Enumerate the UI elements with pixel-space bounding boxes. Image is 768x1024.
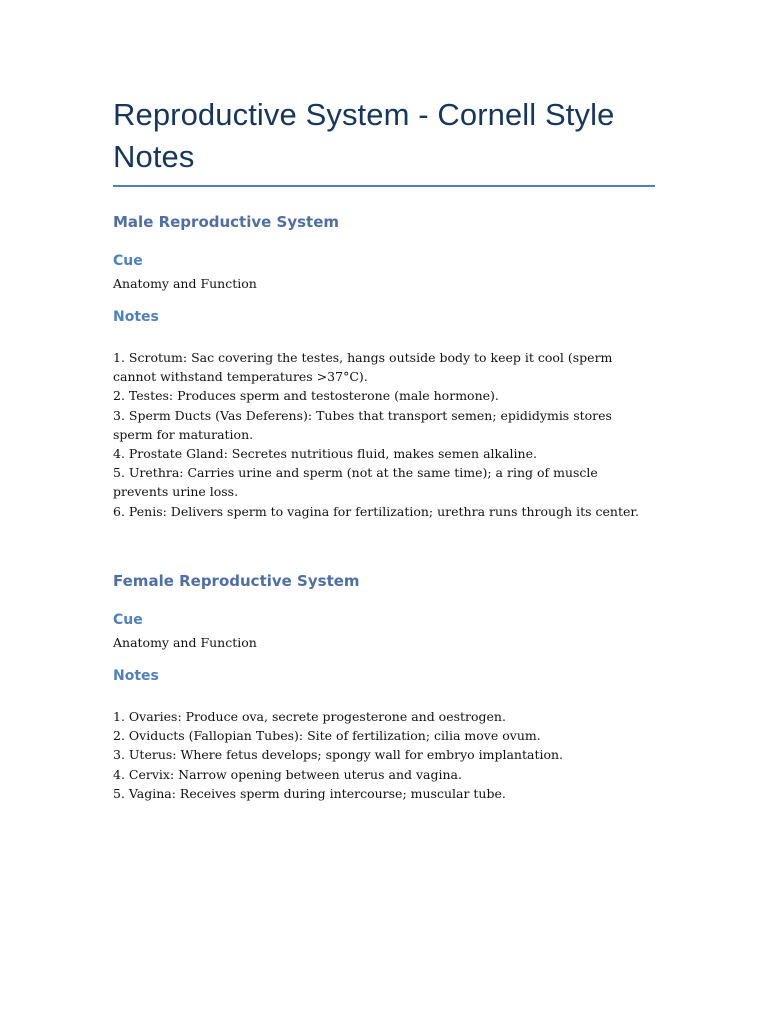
section-heading-male: Male Reproductive System [113, 213, 340, 231]
list-item: 2. Oviducts (Fallopian Tubes): Site of fertilization; cilia move ovum. [113, 728, 541, 744]
list-item: 5. Vagina: Receives sperm during intercourse; muscular tube. [113, 785, 506, 801]
list-item: 2. Testes: Produces sperm and testosterone (male hormone). [113, 388, 499, 404]
list-item: 6. Penis: Delivers sperm to vagina for fertilization; urethra runs through its center. [113, 503, 639, 519]
list-item: 4. Prostate Gland: Secretes nutritious fluid, makes semen alkaline. [113, 446, 537, 462]
title-underline-rule [113, 185, 655, 187]
notes-list-male [113, 348, 655, 521]
document-page [113, 0, 655, 801]
list-item: 3. Uterus: Where fetus develops; spongy wall for embryo implantation. [113, 747, 564, 763]
cue-label-male: Cue [113, 253, 143, 269]
section-heading-female: Female Reproductive System [113, 572, 360, 590]
cue-text-female: Anatomy and Function [113, 635, 257, 650]
notes-label-male: Notes [113, 309, 159, 325]
document-title: Reproductive System - Cornell Style Notes [113, 97, 615, 174]
list-item: 3. Sperm Ducts (Vas Deferens): Tubes that transport semen; epididymis stores sperm for maturation. [113, 407, 612, 442]
list-item: 4. Cervix: Narrow opening between uterus and vagina. [113, 766, 462, 782]
notes-label-female: Notes [113, 668, 159, 684]
list-item: 1. Scrotum: Sac covering the testes, hangs outside body to keep it cool (sperm cannot withstand temperatures >37°C). [113, 350, 613, 385]
list-item: 1. Ovaries: Produce ova, secrete progesterone and oestrogen. [113, 709, 506, 724]
list-item: 5. Urethra: Carries urine and sperm (not at the same time); a ring of muscle prevents urine loss. [113, 465, 598, 500]
cue-text-male: Anatomy and Function [113, 276, 257, 291]
notes-list-female [113, 707, 655, 803]
cue-label-female: Cue [113, 612, 143, 628]
